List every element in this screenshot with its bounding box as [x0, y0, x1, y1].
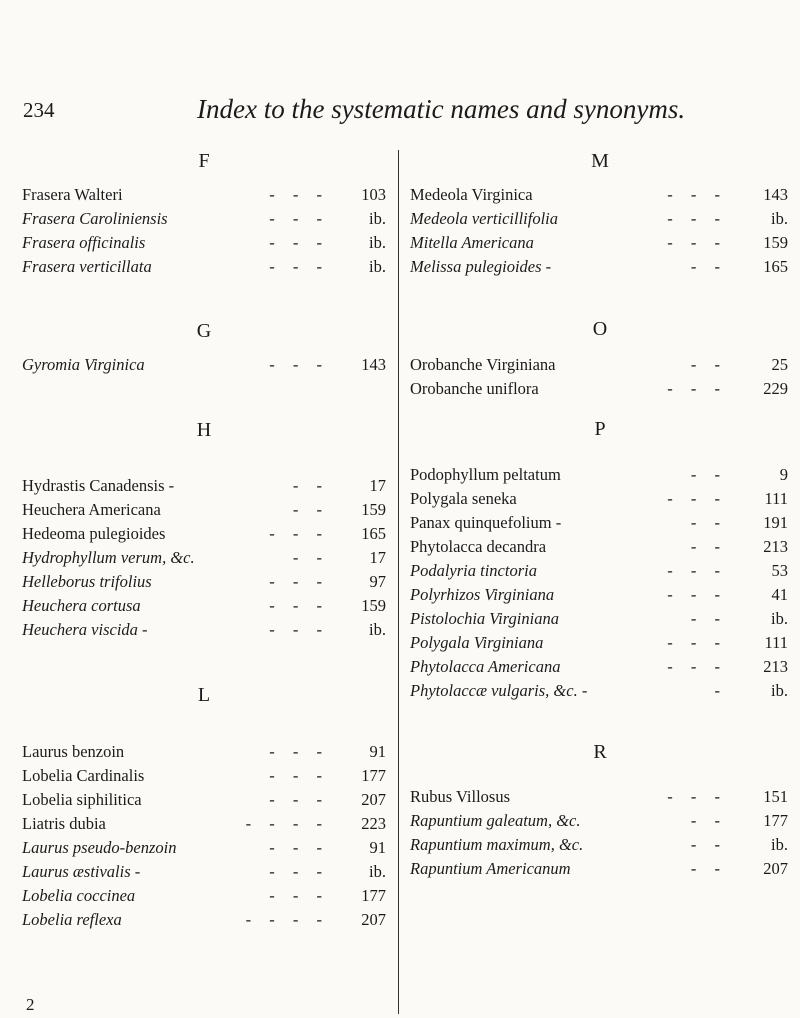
leader-dashes: - -	[690, 609, 720, 628]
leader-dashes: - -	[690, 835, 720, 854]
entry-name: Hedeoma pulegioides	[22, 524, 166, 543]
entry-name: Rapuntium Americanum	[410, 859, 571, 878]
column-divider	[398, 150, 399, 1014]
index-entry	[410, 463, 790, 487]
entry-name: Lobelia coccinea	[22, 886, 136, 905]
index-entry	[22, 764, 386, 788]
leader-dashes: - - -	[667, 561, 720, 580]
entry-name: Frasera officinalis	[22, 233, 146, 252]
index-entry	[410, 207, 790, 231]
page-reference: 177	[361, 886, 386, 905]
entry-name: Phytolacca Americana	[410, 657, 561, 676]
section-letter: F	[198, 150, 210, 172]
page-reference: 229	[763, 379, 788, 398]
leader-dashes: - - -	[269, 596, 322, 615]
page-reference: 97	[369, 572, 386, 591]
entry-name: Polygala Virginiana	[410, 633, 544, 652]
leader-dashes: - -	[690, 465, 720, 484]
page-reference: ib.	[771, 681, 788, 700]
leader-dashes: - - -	[269, 790, 322, 809]
page-reference: 207	[763, 859, 788, 878]
page-reference: 25	[771, 355, 788, 374]
page-reference: 207	[361, 790, 386, 809]
entry-name: Polyrhizos Virginiana	[410, 585, 555, 604]
leader-dashes: - - -	[269, 838, 322, 857]
page-reference: ib.	[369, 620, 386, 639]
leader-dashes: - - -	[269, 355, 322, 374]
leader-dashes: - - -	[667, 657, 720, 676]
page-reference: 143	[361, 355, 386, 374]
index-entry	[22, 836, 386, 860]
page-reference: 111	[764, 489, 788, 508]
page-reference: 91	[369, 742, 386, 761]
leader-dashes: - - -	[269, 886, 322, 905]
page-reference: 213	[763, 657, 788, 676]
page-reference: 223	[361, 814, 386, 833]
index-entry	[410, 535, 790, 559]
leader-dashes: - - -	[269, 185, 322, 204]
index-entry	[410, 631, 790, 655]
page-reference: ib.	[369, 862, 386, 881]
page-reference: ib.	[771, 835, 788, 854]
page-reference: 159	[361, 596, 386, 615]
index-entry	[410, 857, 790, 881]
page-reference: 207	[361, 910, 386, 929]
index-entry	[22, 183, 386, 207]
index-entry	[22, 474, 386, 498]
index-entry	[22, 618, 386, 642]
leader-dashes: - -	[690, 859, 720, 878]
leader-dashes: - - - -	[245, 910, 322, 929]
index-entry	[410, 255, 790, 279]
page-reference: ib.	[369, 257, 386, 276]
section-letter: M	[591, 150, 609, 172]
leader-dashes: - - -	[667, 379, 720, 398]
entry-name: Orobanche uniflora	[410, 379, 539, 398]
leader-dashes: - -	[690, 811, 720, 830]
leader-dashes: - - -	[269, 742, 322, 761]
entry-name: Panax quinquefolium -	[410, 513, 562, 532]
index-entry	[22, 594, 386, 618]
page-reference: 165	[763, 257, 788, 276]
leader-dashes: - - -	[269, 257, 322, 276]
leader-dashes: - - -	[269, 209, 322, 228]
leader-dashes: -	[714, 681, 720, 700]
index-entry	[22, 788, 386, 812]
entry-name: Rapuntium maximum, &c.	[410, 835, 584, 854]
leader-dashes: - -	[292, 476, 322, 495]
index-entry	[22, 498, 386, 522]
index-entry	[410, 679, 790, 703]
leader-dashes: - - - -	[245, 814, 322, 833]
page-reference: 91	[369, 838, 386, 857]
entry-name: Orobanche Virginiana	[410, 355, 556, 374]
index-entry	[22, 860, 386, 884]
entry-name: Helleborus trifolius	[22, 572, 152, 591]
page-reference: 213	[763, 537, 788, 556]
index-entry	[22, 908, 386, 932]
page-reference: ib.	[369, 233, 386, 252]
page-reference: 9	[779, 465, 788, 484]
leader-dashes: - -	[292, 500, 322, 519]
running-title: Index to the systematic names and synonyms.	[197, 94, 686, 124]
index-entry	[22, 812, 386, 836]
section-letter: L	[197, 684, 211, 706]
index-entry	[410, 607, 790, 631]
page-reference: 143	[763, 185, 788, 204]
page-reference: 151	[763, 787, 788, 806]
entry-name: Phytolacca decandra	[410, 537, 547, 556]
entry-name: Heuchera Americana	[22, 500, 161, 519]
index-entry	[22, 522, 386, 546]
leader-dashes: - - -	[269, 572, 322, 591]
page-reference: ib.	[771, 609, 788, 628]
leader-dashes: - - -	[269, 524, 322, 543]
index-entry	[410, 377, 790, 401]
entry-name: Laurus pseudo-benzoin	[22, 838, 177, 857]
leader-dashes: - - -	[667, 489, 720, 508]
leader-dashes: - -	[690, 537, 720, 556]
entry-name: Frasera Walteri	[22, 185, 123, 204]
page-number: 234	[23, 98, 55, 122]
index-entry	[22, 255, 386, 279]
entry-name: Mitella Americana	[410, 233, 534, 252]
leader-dashes: - - -	[667, 633, 720, 652]
index-entry	[22, 546, 386, 570]
signature-mark: 2	[26, 995, 35, 1014]
leader-dashes: - -	[690, 355, 720, 374]
entry-name: Melissa pulegioides -	[410, 257, 552, 276]
section-letter: G	[196, 320, 212, 342]
index-entry	[410, 559, 790, 583]
leader-dashes: - - -	[667, 585, 720, 604]
entry-name: Hydrastis Canadensis -	[22, 476, 175, 495]
entry-name: Podalyria tinctoria	[410, 561, 537, 580]
index-entry	[410, 353, 790, 377]
section-letter: R	[593, 741, 607, 763]
index-entry	[410, 785, 790, 809]
index-entry	[22, 740, 386, 764]
leader-dashes: - -	[690, 257, 720, 276]
index-entry	[410, 231, 790, 255]
page-reference: 103	[361, 185, 386, 204]
index-entry	[22, 353, 386, 377]
entry-name: Phytolaccæ vulgaris, &c. -	[410, 681, 588, 700]
index-entry	[410, 833, 790, 857]
entry-name: Heuchera cortusa	[22, 596, 141, 615]
page-reference: 165	[361, 524, 386, 543]
index-entry	[22, 231, 386, 255]
entry-name: Lobelia reflexa	[22, 910, 122, 929]
entry-name: Rubus Villosus	[410, 787, 511, 806]
entry-name: Laurus benzoin	[22, 742, 125, 761]
index-entry	[410, 511, 790, 535]
entry-name: Heuchera viscida -	[22, 620, 148, 639]
section-letter: H	[196, 419, 212, 441]
leader-dashes: - -	[292, 548, 322, 567]
index-entry	[410, 183, 790, 207]
index-entry	[410, 487, 790, 511]
page-reference: 17	[369, 476, 386, 495]
page-reference: ib.	[771, 209, 788, 228]
page-reference: 159	[361, 500, 386, 519]
index-entry	[22, 570, 386, 594]
entry-name: Hydrophyllum verum, &c.	[22, 548, 195, 567]
section-letter: P	[594, 418, 606, 440]
index-entry	[410, 583, 790, 607]
entry-name: Frasera Caroliniensis	[22, 209, 168, 228]
entry-name: Gyromia Virginica	[22, 355, 145, 374]
entry-name: Polygala seneka	[410, 489, 517, 508]
entry-name: Laurus æstivalis -	[22, 862, 141, 881]
entry-name: Liatris dubia	[22, 814, 106, 833]
page-reference: 41	[771, 585, 788, 604]
entry-name: Podophyllum peltatum	[410, 465, 561, 484]
entry-name: Frasera verticillata	[22, 257, 152, 276]
leader-dashes: - - -	[667, 233, 720, 252]
section-letter: O	[592, 318, 608, 340]
page-reference: 159	[763, 233, 788, 252]
leader-dashes: - -	[690, 513, 720, 532]
leader-dashes: - - -	[269, 620, 322, 639]
leader-dashes: - - -	[269, 233, 322, 252]
page-reference: 111	[764, 633, 788, 652]
entry-name: Pistolochia Virginiana	[410, 609, 559, 628]
entry-name: Medeola verticillifolia	[410, 209, 559, 228]
entry-name: Lobelia siphilitica	[22, 790, 142, 809]
entry-name: Rapuntium galeatum, &c.	[410, 811, 581, 830]
entry-name: Medeola Virginica	[410, 185, 533, 204]
leader-dashes: - - -	[667, 209, 720, 228]
index-entry	[410, 809, 790, 833]
index-entry	[410, 655, 790, 679]
leader-dashes: - - -	[667, 787, 720, 806]
page-reference: 17	[369, 548, 386, 567]
index-entry	[22, 207, 386, 231]
index-entry	[22, 884, 386, 908]
page-reference: 177	[361, 766, 386, 785]
page-reference: 177	[763, 811, 788, 830]
leader-dashes: - - -	[667, 185, 720, 204]
leader-dashes: - - -	[269, 766, 322, 785]
leader-dashes: - - -	[269, 862, 322, 881]
page-reference: 53	[771, 561, 788, 580]
page-reference: ib.	[369, 209, 386, 228]
entry-name: Lobelia Cardinalis	[22, 766, 145, 785]
page-reference: 191	[763, 513, 788, 532]
